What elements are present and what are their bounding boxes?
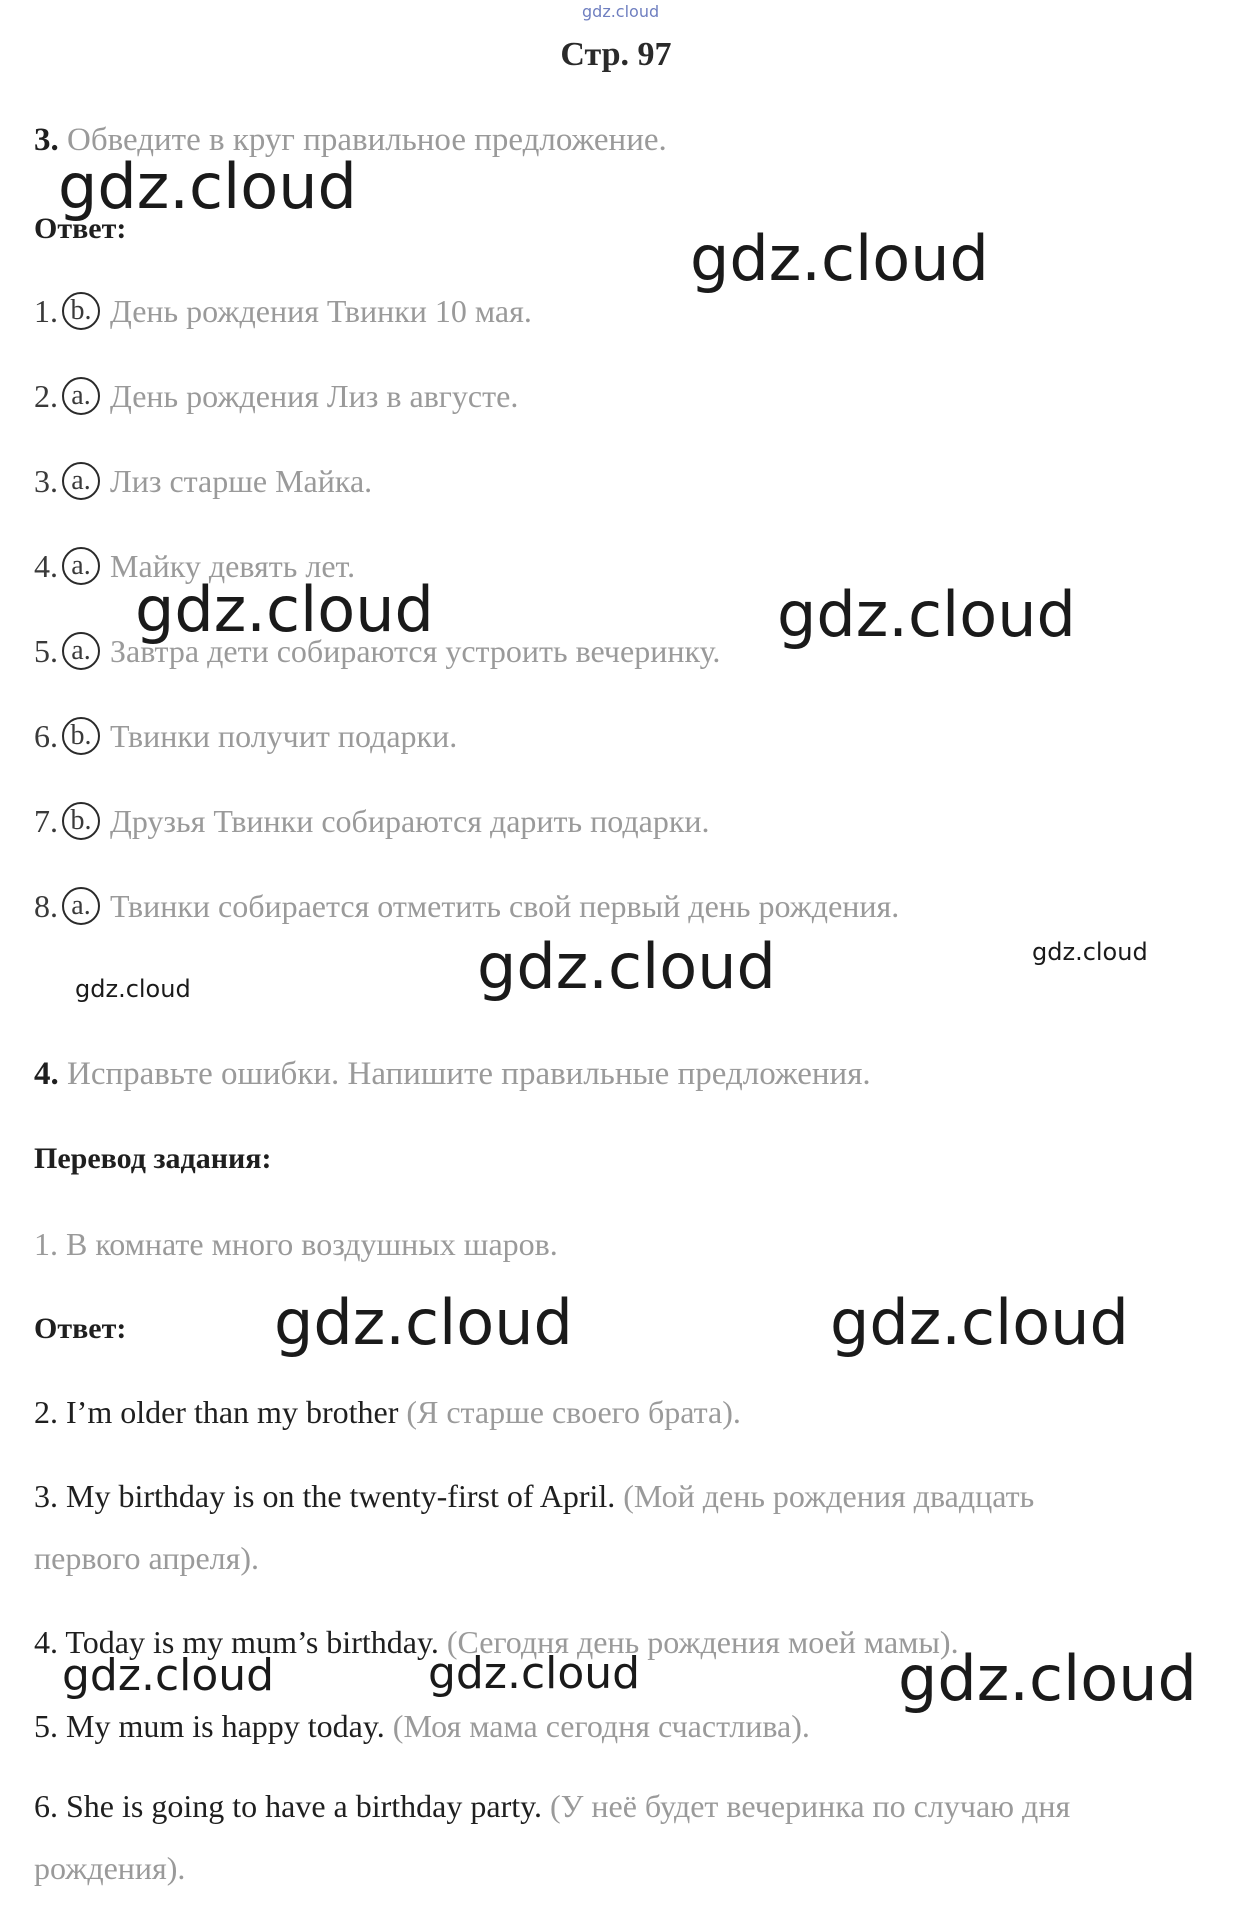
task3-answer-label: Ответ: xyxy=(34,212,127,245)
task4-answer-label: Ответ: xyxy=(34,1312,127,1345)
watermark: gdz.cloud xyxy=(274,1286,573,1359)
task3-item-5: 5. a. Завтра дети собираются устроить вечеринку. xyxy=(34,632,721,669)
watermark: gdz.cloud xyxy=(428,1648,641,1699)
task4-answer-4: 4. Today is my mum’s birthday. (Сегодня день рождения моей мамы). xyxy=(34,1624,959,1660)
task3-item-3: 3. a. Лиз старше Майка. xyxy=(34,462,373,499)
task4-instruction xyxy=(34,1056,871,1093)
watermark: gdz.cloud xyxy=(135,573,434,646)
watermark: gdz.cloud xyxy=(830,1286,1129,1359)
watermark: gdz.cloud xyxy=(690,222,989,295)
task4-text: Исправьте ошибки. Напишите правильные предложения. xyxy=(67,1056,871,1092)
watermark-top: gdz.cloud xyxy=(582,2,660,21)
watermark: gdz.cloud xyxy=(898,1642,1197,1715)
task4-answer-3: 3. My birthday is on the twenty-first of April. (Мой день рождения двадцать xyxy=(34,1478,1035,1514)
task3-item-2: 2. a. День рождения Лиз в августе. xyxy=(34,377,519,414)
page-title: Стр. 97 xyxy=(560,36,672,73)
task4-answer-6-cont: рождения). xyxy=(34,1850,186,1886)
task4-answer-6: 6. She is going to have a birthday party. (У неё будет вечеринка по случаю дня xyxy=(34,1788,1071,1824)
watermark: gdz.cloud xyxy=(477,930,776,1003)
watermark: gdz.cloud xyxy=(777,578,1076,651)
choice-circle: a. xyxy=(62,462,100,500)
task4-example: 1. В комнате много воздушных шаров. xyxy=(34,1226,558,1262)
watermark: gdz.cloud xyxy=(58,150,357,223)
task4-translation-label: Перевод задания: xyxy=(34,1142,272,1175)
task3-item-8: 8. a. Твинки собирается отметить свой первый день рождения. xyxy=(34,887,900,924)
task3-item-7: 7. b. Друзья Твинки собираются дарить подарки. xyxy=(34,802,710,839)
task4-answer-5: 5. My mum is happy today. (Моя мама сегодня счастлива). xyxy=(34,1708,810,1744)
task3-item-6: 6. b. Твинки получит подарки. xyxy=(34,717,458,754)
choice-circle: b. xyxy=(62,802,100,840)
watermark: gdz.cloud xyxy=(75,975,191,1003)
choice-circle: a. xyxy=(62,632,100,670)
choice-circle: a. xyxy=(62,547,100,585)
task3-item-1: 1. b. День рождения Твинки 10 мая. xyxy=(34,292,532,329)
choice-circle: a. xyxy=(62,377,100,415)
choice-circle: a. xyxy=(62,887,100,925)
choice-circle: b. xyxy=(62,717,100,755)
task4-number: 4. xyxy=(34,1056,59,1092)
task4-answer-3-cont: первого апреля). xyxy=(34,1540,259,1576)
choice-circle: b. xyxy=(62,292,100,330)
task3-item-4: 4. a. Майку девять лет. xyxy=(34,547,356,584)
task4-answer-2: 2. I’m older than my brother (Я старше своего брата). xyxy=(34,1394,741,1430)
watermark: gdz.cloud xyxy=(62,1650,275,1701)
task3-number: 3. xyxy=(34,122,59,158)
watermark: gdz.cloud xyxy=(1032,938,1148,966)
task3-text: Обведите в круг правильное предложение. xyxy=(67,122,667,158)
